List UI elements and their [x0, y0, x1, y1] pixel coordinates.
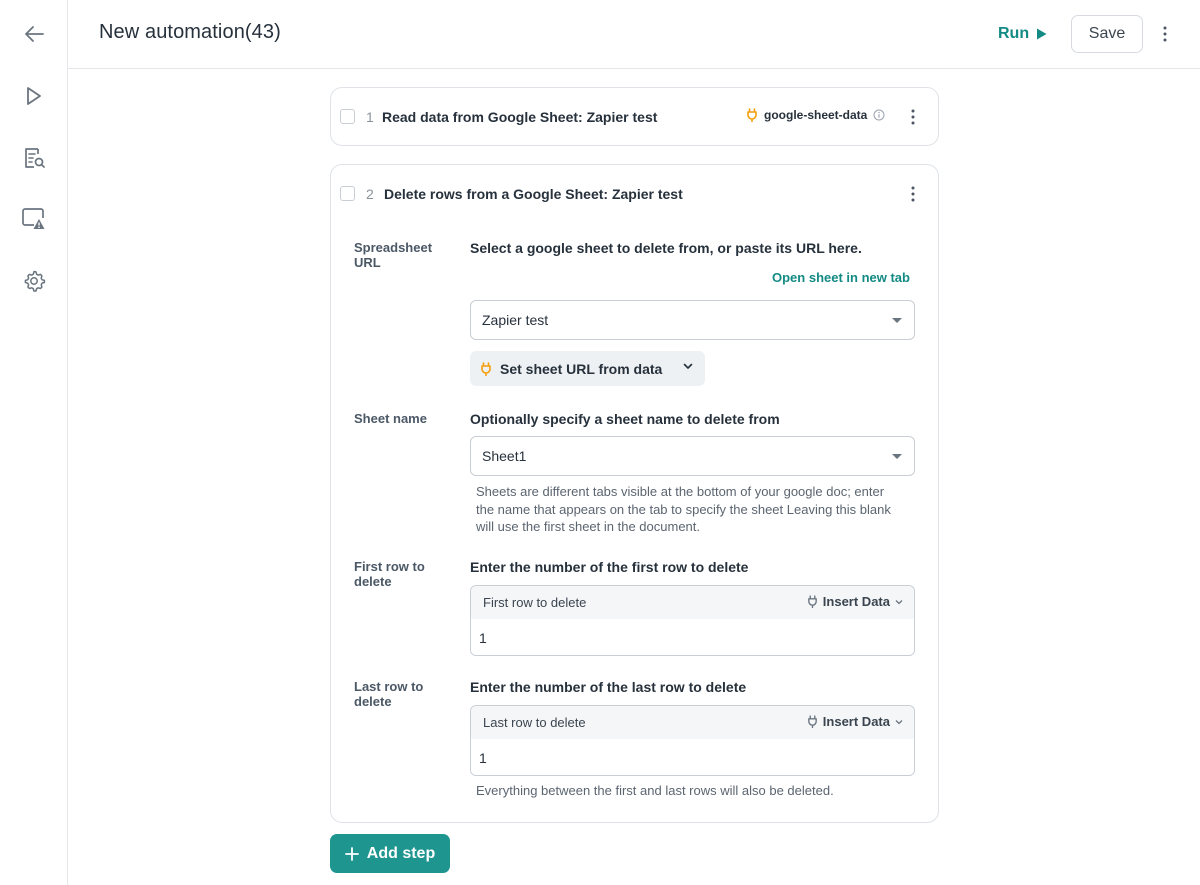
step-title: Delete rows from a Google Sheet: Zapier test	[384, 186, 683, 202]
monitor-alert-icon[interactable]	[18, 203, 50, 235]
back-arrow-icon[interactable]	[18, 18, 50, 50]
add-step-label: Add step	[366, 844, 436, 862]
run-label: Run	[998, 25, 1030, 42]
step-number: 2	[366, 186, 374, 202]
caret-down-icon	[892, 318, 902, 323]
left-rail	[0, 0, 68, 885]
last-row-input-label: Last row to delete	[483, 715, 586, 730]
step-card-2[interactable]	[330, 164, 939, 823]
set-sheet-url-label: Set sheet URL from data	[500, 360, 663, 377]
plug-icon	[807, 595, 818, 608]
add-step-button[interactable]	[330, 834, 450, 873]
gear-icon[interactable]	[18, 265, 50, 297]
spreadsheet-select-value: Zapier test	[482, 312, 549, 328]
step-checkbox[interactable]	[340, 109, 355, 124]
insert-data-label: Insert Data	[822, 594, 890, 609]
chevron-down-icon	[895, 599, 903, 605]
step-title: Read data from Google Sheet: Zapier test	[382, 109, 658, 125]
play-icon	[1036, 28, 1047, 40]
set-sheet-url-button[interactable]	[470, 351, 705, 386]
document-search-icon[interactable]	[18, 142, 50, 174]
last-row-question: Enter the number of the last row to delete	[470, 679, 747, 695]
output-tag	[746, 108, 885, 122]
insert-data-button[interactable]	[807, 714, 903, 729]
more-options-icon[interactable]	[1155, 22, 1175, 46]
sheet-name-question: Optionally specify a sheet name to delete from	[470, 411, 780, 427]
plus-icon	[345, 847, 359, 861]
last-row-help: Everything between the first and last rows will also be deleted.	[476, 783, 834, 798]
spreadsheet-question: Select a google sheet to delete from, or paste its URL here.	[470, 240, 862, 256]
info-icon[interactable]	[873, 109, 885, 121]
chevron-down-icon	[895, 719, 903, 725]
first-row-field	[470, 585, 915, 656]
play-outline-icon[interactable]	[18, 80, 50, 112]
sheet-name-label: Sheet name	[354, 411, 427, 426]
chevron-down-icon	[683, 363, 693, 370]
plug-icon	[807, 715, 818, 728]
help-line: Sheets are different tabs visible at the bottom of your google doc; enter	[476, 484, 885, 499]
last-row-input[interactable]	[471, 739, 914, 776]
sheet-name-select[interactable]	[470, 436, 915, 476]
plug-icon	[480, 362, 492, 376]
sheet-name-help	[476, 483, 891, 536]
spreadsheet-select[interactable]	[470, 300, 915, 340]
save-button[interactable]: Save	[1071, 15, 1143, 53]
insert-data-button[interactable]	[807, 594, 903, 609]
field-header	[471, 586, 914, 619]
top-header	[68, 0, 1200, 69]
page-title: New automation(43)	[99, 21, 281, 43]
sheet-name-value: Sheet1	[482, 448, 527, 464]
help-line: will use the first sheet in the document.	[476, 519, 701, 534]
spreadsheet-url-label: Spreadsheet URL	[354, 240, 433, 270]
run-button[interactable]	[998, 22, 1047, 46]
field-header	[471, 706, 914, 739]
last-row-field	[470, 705, 915, 776]
plug-icon	[746, 108, 758, 122]
step-number: 1	[366, 109, 374, 125]
help-line: the name that appears on the tab to specify the sheet Leaving this blank	[476, 501, 891, 517]
step-checkbox[interactable]	[340, 186, 355, 201]
step-menu-icon[interactable]	[903, 182, 923, 206]
output-tag-label: google-sheet-data	[764, 108, 868, 122]
first-row-label: First row to delete	[354, 559, 425, 589]
first-row-input[interactable]	[471, 619, 914, 656]
step-card-1[interactable]	[330, 87, 939, 146]
last-row-label: Last row to delete	[354, 679, 424, 709]
first-row-question: Enter the number of the first row to delete	[470, 559, 749, 575]
first-row-input-label: First row to delete	[483, 595, 587, 610]
open-sheet-link[interactable]: Open sheet in new tab	[772, 270, 910, 285]
caret-down-icon	[892, 454, 902, 459]
insert-data-label: Insert Data	[822, 714, 890, 729]
step-menu-icon[interactable]	[903, 105, 923, 129]
